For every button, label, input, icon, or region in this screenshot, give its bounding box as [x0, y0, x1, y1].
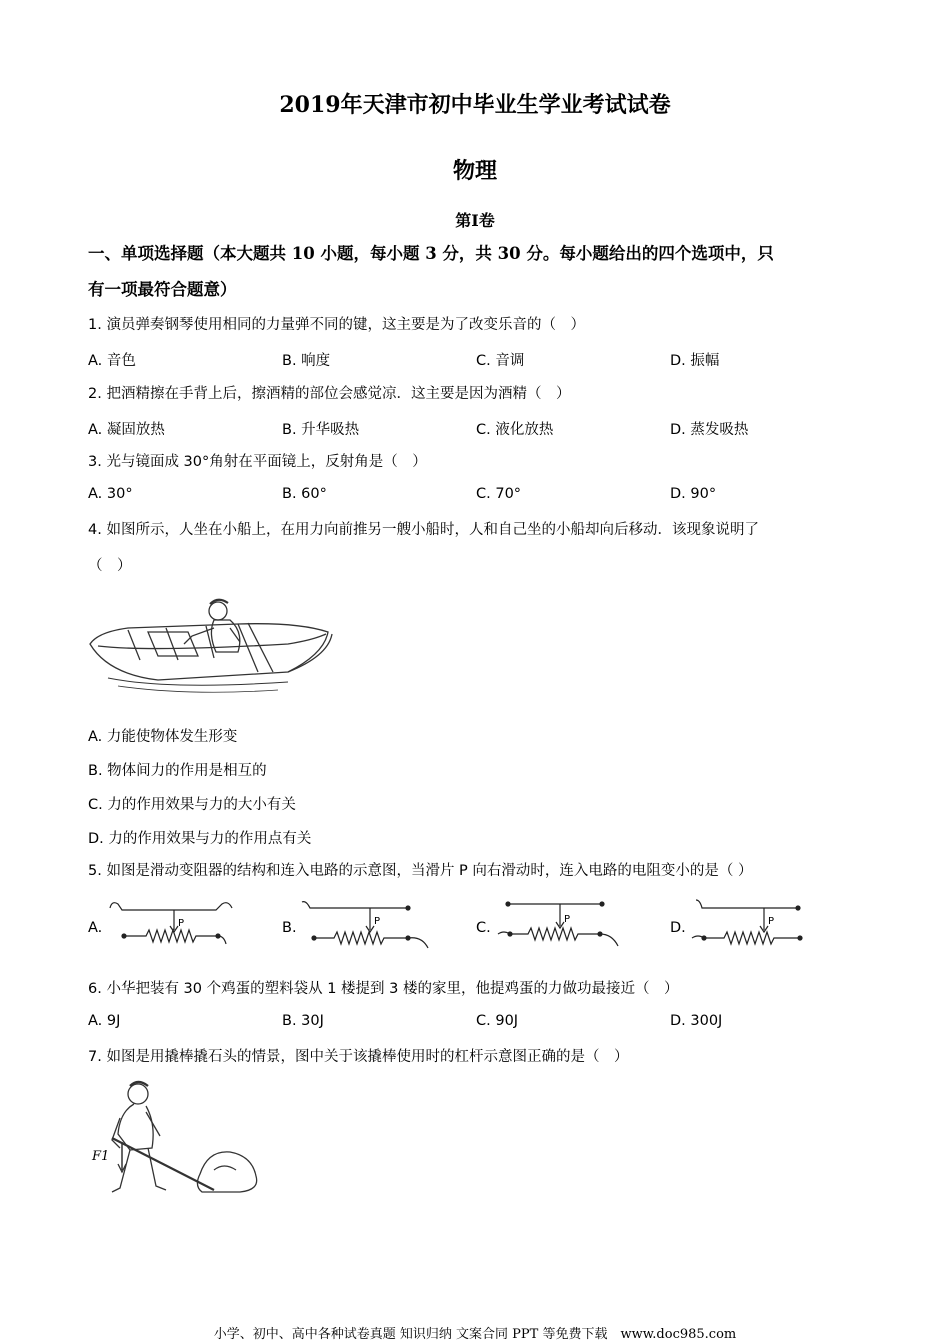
q6-option-a: A. 9J: [88, 1013, 121, 1029]
q4-option-a: A. 力能使物体发生形变: [88, 729, 238, 745]
rheostat-diagram-b: [298, 896, 432, 952]
q2-option-c: C. 液化放热: [476, 422, 554, 438]
question-2-options: [88, 418, 868, 440]
q1-option-d: D. 振幅: [670, 353, 720, 369]
exam-title: 2019年天津市初中毕业生学业考试试卷: [279, 92, 671, 118]
section-heading: [88, 236, 858, 308]
page-footer: 小学、初中、高中各种试卷真题 知识归纳 文案合同 PPT 等免费下载 www.doc985.com: [213, 1327, 737, 1342]
q3-option-c: C. 70°: [476, 486, 522, 502]
q1-option-b: B. 响度: [282, 353, 331, 369]
q2-option-b: B. 升华吸热: [282, 422, 360, 438]
question-4-stem-line1: 4. 如图所示，人坐在小船上，在用力向前推另一艘小船时，人和自己坐的小船却向后移动．该现象说明了: [88, 522, 759, 538]
q2-option-d: D. 蒸发吸热: [670, 422, 749, 438]
question-6-stem: 6. 小华把装有 30 个鸡蛋的塑料袋从 1 楼提到 3 楼的家里，他提鸡蛋的力做功最接近（ ）: [88, 981, 679, 997]
subject-title: 物理: [452, 158, 497, 184]
question-3-options: [88, 486, 868, 508]
q2-option-a: A. 凝固放热: [88, 422, 165, 438]
question-5-stem: 5. 如图是滑动变阻器的结构和连入电路的示意图，当滑片 P 向右滑动时，连入电路的电阻变小的是（ ）: [88, 863, 753, 879]
question-6-options: [88, 1013, 868, 1035]
q5-option-b: B.: [282, 920, 297, 936]
slider-label-c: P: [564, 914, 571, 925]
q5-option-a: A.: [88, 920, 103, 936]
q6-option-b: B. 30J: [282, 1013, 324, 1029]
q4-option-c: C. 力的作用效果与力的大小有关: [88, 797, 296, 813]
q3-option-d: D. 90°: [670, 486, 717, 502]
q4-option-b: B. 物体间力的作用是相互的: [88, 763, 267, 779]
question-1-options: [88, 349, 868, 371]
rheostat-diagram-c: [494, 896, 624, 952]
rheostat-diagram-a: [106, 896, 236, 952]
q6-option-d: D. 300J: [670, 1013, 723, 1029]
slider-label-b: P: [374, 916, 381, 927]
question-7-stem: 7. 如图是用撬棒撬石头的情景，图中关于该撬棒使用时的杠杆示意图正确的是（ ）: [88, 1049, 629, 1065]
q5-option-d: D.: [670, 920, 686, 936]
volume-label: 第I卷: [455, 211, 495, 230]
section-heading-line2: 有一项最符合题意）: [88, 280, 237, 299]
question-1-stem: 1. 演员弹奏钢琴使用相同的力量弹不同的键，这主要是为了改变乐音的（ ）: [88, 317, 585, 333]
question-2-stem: 2. 把酒精擦在手背上后，擦酒精的部位会感觉凉．这主要是因为酒精（ ）: [88, 386, 571, 402]
question-3-stem: 3. 光与镜面成 30°角射在平面镜上，反射角是（ ）: [88, 454, 427, 470]
slider-label-a: P: [178, 918, 185, 929]
q6-option-c: C. 90J: [476, 1013, 519, 1029]
force-label: F1: [92, 1149, 110, 1164]
q5-option-c: C.: [476, 920, 491, 936]
q1-option-c: C. 音调: [476, 353, 525, 369]
crowbar-figure: [90, 1078, 262, 1196]
q4-option-d: D. 力的作用效果与力的作用点有关: [88, 831, 312, 847]
slider-label-d: P: [768, 916, 775, 927]
question-4-stem-line2: （ ）: [88, 558, 132, 574]
q1-option-a: A. 音色: [88, 353, 136, 369]
section-heading-line1: 一、单项选择题（本大题共 10 小题，每小题 3 分，共 30 分。每小题给出的四个选项中，只: [88, 244, 774, 263]
boat-figure: [88, 594, 336, 698]
q3-option-a: A. 30°: [88, 486, 133, 502]
q3-option-b: B. 60°: [282, 486, 327, 502]
rheostat-diagram-d: [688, 896, 818, 952]
